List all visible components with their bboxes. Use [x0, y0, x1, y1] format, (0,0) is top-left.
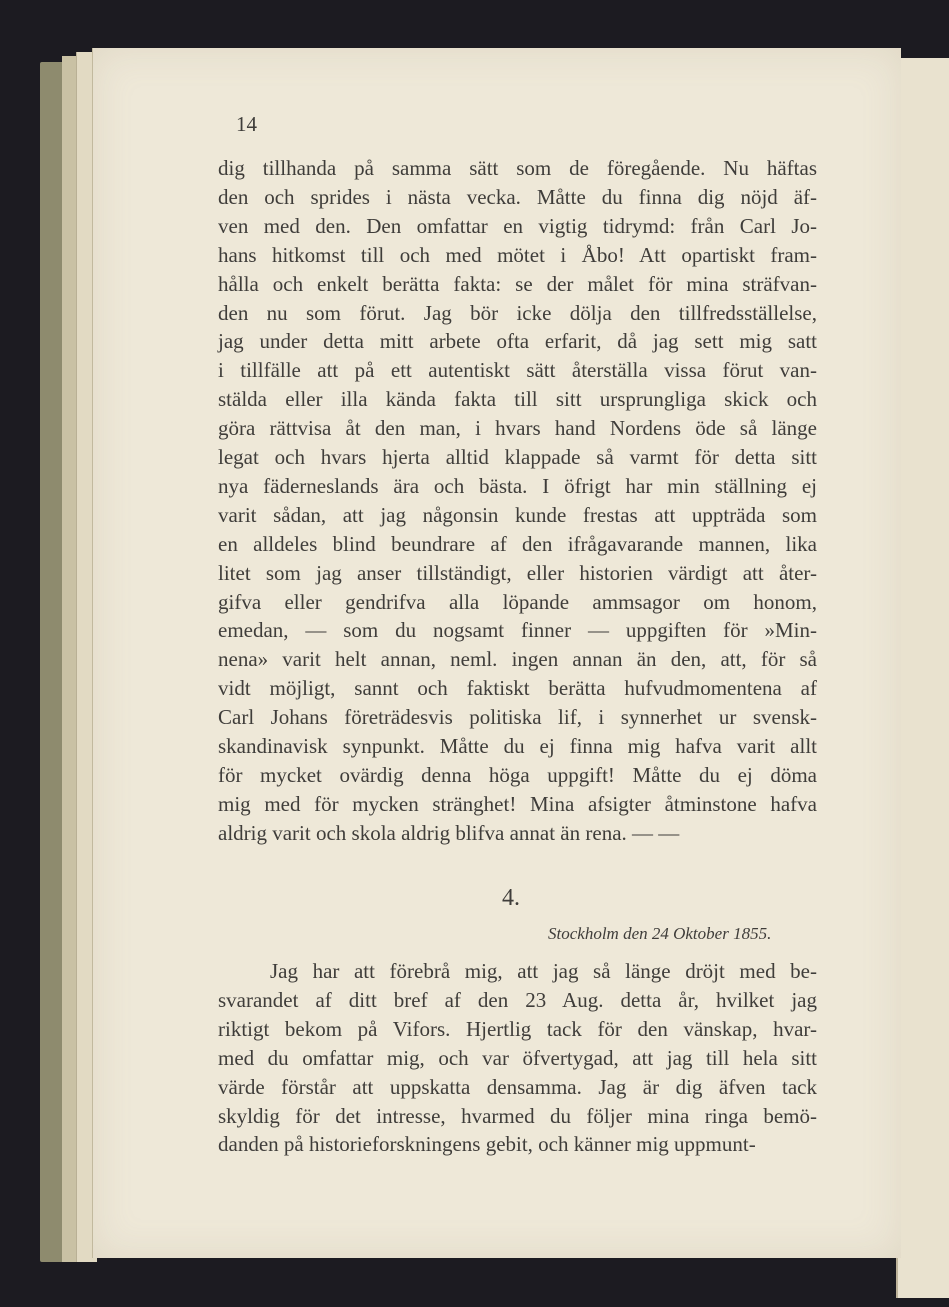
text-line: den nu som förut. Jag bör icke dölja den tillfredsställelse,	[218, 300, 817, 325]
text-line: hålla och enkelt berätta fakta: se der målet för mina sträfvan-	[218, 271, 817, 296]
text-line: skandinavisk synpunkt. Måtte du ej finna mig hafva varit allt	[218, 734, 817, 758]
text-line: hans hitkomst till och med mötet i Åbo! Att opartiskt fram-	[218, 242, 817, 267]
text-line: Jag har att förebrå mig, att jag så länge dröjt med be-	[270, 959, 817, 983]
text-line: danden på historieforskningens gebit, och känner mig uppmunt-	[218, 1132, 756, 1157]
text-line: nena» varit helt annan, neml. ingen annan än den, att, för så	[218, 647, 817, 672]
text-line: svarandet af ditt bref af den 23 Aug. detta år, hvilket jag	[218, 987, 817, 1012]
page-number: 14	[236, 112, 257, 136]
text-line: aldrig varit och skola aldrig blifva annat än rena. — —	[218, 820, 680, 845]
text-line: värde förstår att uppskatta densamma. Jag är dig äfven tack	[218, 1074, 817, 1099]
text-line: en alldeles blind beundrare af den ifrågavarande mannen, lika	[218, 531, 817, 556]
section-heading: 4.	[502, 885, 520, 911]
text-line: göra rättvisa åt den man, i hvars hand Nordens öde så länge	[218, 416, 817, 441]
text-line: varit sådan, att jag någonsin kunde frestas att uppträda som	[218, 502, 817, 527]
text-line: nya fäderneslands ära och bästa. I öfrigt har min ställning ej	[218, 473, 817, 498]
text-line: gifva eller gendrifva alla löpande ammsagor om honom,	[218, 589, 817, 614]
text-line: vidt möjligt, sannt och faktiskt berätta hufvudmomentena af	[218, 676, 817, 701]
text-line: riktigt bekom på Vifors. Hjertlig tack för den vänskap, hvar-	[218, 1016, 817, 1041]
text-line: ven med den. Den omfattar en vigtig tidrymd: från Carl Jo-	[218, 213, 817, 238]
text-line: för mycket ovärdig denna höga uppgift! Måtte du ej döma	[218, 762, 817, 787]
letter-dateline: Stockholm den 24 Oktober 1855.	[548, 924, 772, 943]
text-line: emedan, — som du nogsamt finner — uppgiften för »Min-	[218, 618, 817, 643]
text-line: legat och hvars hjerta alltid klappade så varmt för detta sitt	[218, 445, 817, 469]
text-line: den och sprides i nästa vecka. Måtte du finna dig nöjd äf-	[218, 184, 817, 209]
text-line: skyldig för det intresse, hvarmed du följer mina ringa bemö-	[218, 1103, 817, 1128]
text-line: jag under detta mitt arbete ofta erfarit, då jag sett mig satt	[218, 329, 817, 354]
adjacent-page	[896, 58, 949, 1298]
text-line: litet som jag anser tillständigt, eller historien värdigt att åter-	[218, 560, 817, 585]
text-line: med du omfattar mig, och var öfvertygad, att jag till hela sitt	[218, 1045, 817, 1070]
text-line: i tillfälle att på ett autentiskt sätt återställa vissa förut van-	[218, 358, 817, 383]
text-line: Carl Johans företrädesvis politiska lif, i synnerhet ur svensk-	[218, 705, 817, 730]
text-line: dig tillhanda på samma sätt som de föregående. Nu häftas	[218, 156, 817, 180]
text-line: stälda eller illa kända fakta till sitt ursprungliga skick och	[218, 387, 817, 412]
text-line: mig med för mycken stränghet! Mina afsigter åtminstone hafva	[218, 791, 817, 816]
